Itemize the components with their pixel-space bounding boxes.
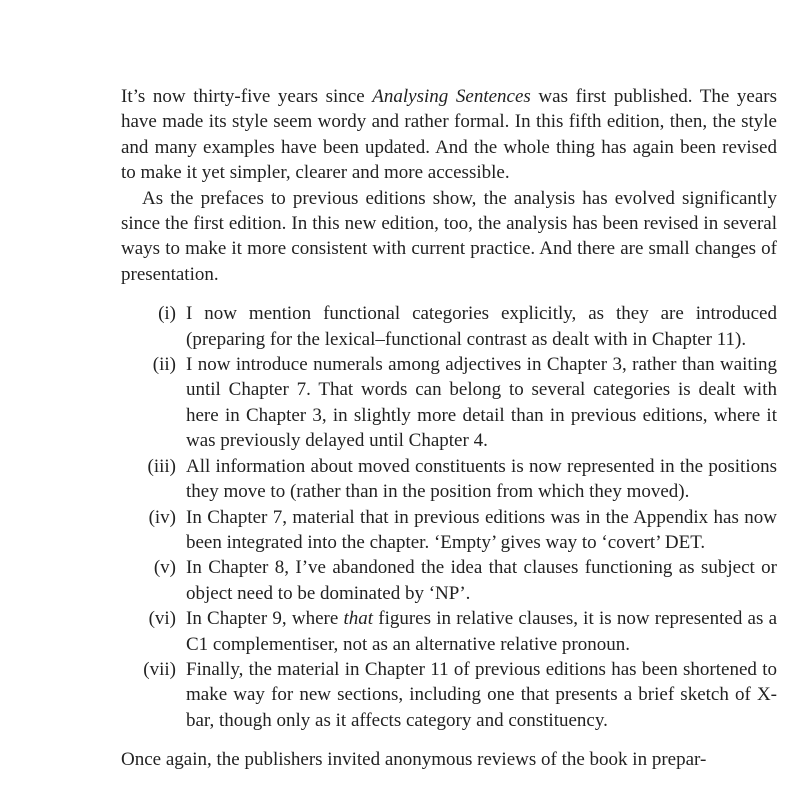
list-marker: (v) — [153, 557, 176, 579]
paragraph-reviews: Once again, the publishers invited anonymous reviews of the book in prepar- — [121, 749, 707, 771]
preface-body — [121, 84, 777, 773]
changes-list — [121, 301, 777, 733]
list-marker: (iv) — [148, 506, 176, 528]
list-marker: (i) — [158, 303, 176, 325]
list-item — [121, 657, 777, 733]
list-item-text: Finally, the material in Chapter 11 of previous editions has been shortened to make way for new sections, including one that presents a brief sketch of X-bar, though only as it affects category and constituency. — [186, 658, 777, 731]
list-marker: (vi) — [148, 608, 176, 630]
paragraph-changes: As the prefaces to previous editions show, the analysis has evolved significantly since the first edition. In this new edition, too, the analysis has been revised in several ways to make it more consistent with current practice. And there are small changes of presentation. — [121, 187, 777, 285]
intro-text-after: was first published. The years have made its style seem wordy and rather formal. In this fifth edition, then, the style and many examples have been updated. And the whole thing has again been revised to make it yet simpler, clearer and more accessible. — [121, 86, 778, 184]
list-item-text: All information about moved constituents is now represented in the positions they move to (rather than in the position from which they moved). — [186, 455, 777, 503]
list-item-text-before: In Chapter 9, where — [186, 608, 344, 630]
list-item-text: I now introduce numerals among adjectives in Chapter 3, rather than waiting until Chapter 7. That words can belong to several categories is dealt with here in Chapter 3, in slightly more detail than in previous editions, where it was previously delayed until Chapter 4. — [186, 354, 777, 452]
list-marker: (vii) — [143, 658, 176, 680]
list-marker: (ii) — [152, 354, 176, 376]
list-item-text: In Chapter 8, I’ve abandoned the idea that clauses functioning as subject or object need to be dominated by ‘NP’. — [186, 557, 777, 604]
list-item-text: In Chapter 7, material that in previous editions was in the Appendix has now been integrated into the chapter. ‘Empty’ gives way to ‘covert’ DET. — [186, 506, 777, 553]
emphasized-word: that — [343, 608, 374, 630]
list-item — [121, 352, 777, 454]
list-item-text-after: figures in relative clauses, it is now represented as a C1 complementiser, not as an alternative relative pronoun. — [186, 608, 777, 655]
list-item-text: I now mention functional categories explicitly, as they are introduced (preparing for the lexical–functional contrast as dealt with in Chapter 11). — [186, 303, 777, 350]
book-title: Analysing Sentences — [372, 86, 531, 107]
list-item — [121, 301, 777, 352]
list-item — [121, 606, 777, 657]
list-marker: (iii) — [147, 455, 176, 477]
list-item — [121, 505, 777, 556]
intro-text-before: It’s now thirty-five years since — [121, 86, 373, 107]
paragraph-intro — [121, 84, 777, 186]
list-item-text — [186, 608, 777, 654]
list-item — [121, 454, 777, 505]
list-item — [121, 555, 777, 606]
